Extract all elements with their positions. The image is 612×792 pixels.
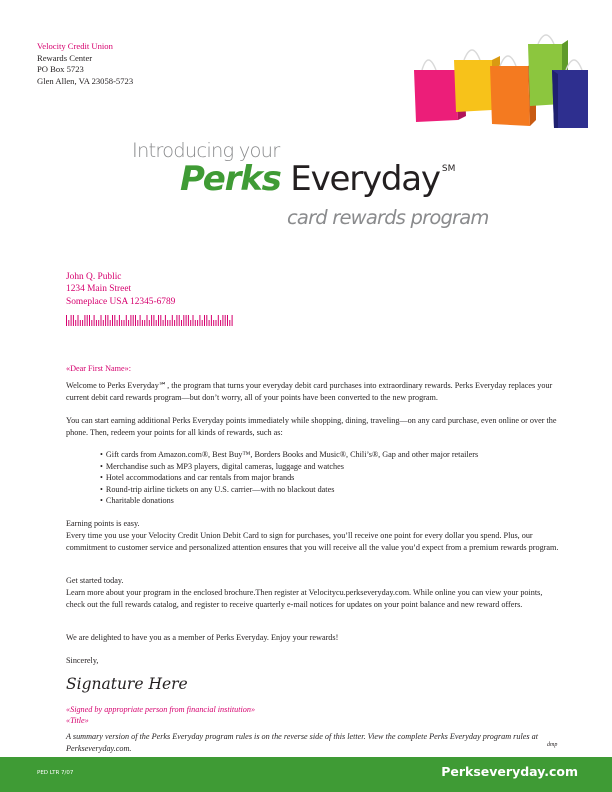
logo-perks: Perks: [180, 159, 281, 199]
recipient-address: [66, 271, 175, 308]
heading-easy: Earning points is easy.: [66, 519, 140, 528]
barcode-bar: [179, 315, 180, 326]
barcode-bar: [202, 320, 203, 326]
postal-barcode: [66, 315, 236, 326]
headline-subtitle: card rewards program: [287, 206, 489, 229]
paragraph-points: Every time you use your Velocity Credit Union Debit Card to sign for purchases, you’ll receive one point for every dollar you spend. Plus, our commitment to customer service and personalized attention ensures that you will receive all the value you’d expect from a premium rewards program.: [66, 531, 559, 552]
barcode-bar: [153, 315, 154, 326]
barcode-bar: [213, 320, 214, 326]
return-line-3: Glen Allen, VA 23058-5723: [37, 75, 134, 86]
footer-url: Perkseveryday.com: [441, 764, 578, 779]
recipient-name: John Q. Public: [66, 272, 122, 282]
paragraph-delighted: We are delighted to have you as a member of Perks Everyday. Enjoy your rewards!: [66, 633, 339, 642]
barcode-bar: [73, 315, 74, 326]
form-code: PED LTR 7/07: [37, 770, 74, 776]
salutation: «Dear First Name»:: [66, 364, 132, 373]
barcode-bar: [209, 320, 210, 326]
barcode-bar: [124, 320, 125, 326]
return-org: Velocity Credit Union: [37, 41, 113, 51]
return-address: [37, 41, 133, 87]
closing: Sincerely,: [66, 656, 99, 665]
recipient-city: Someplace USA 12345-6789: [66, 296, 176, 307]
paragraph-register: Learn more about your program in the enclosed brochure.Then register at Velocitycu.perkseveryday.com. While online you can view your points, check out the full rewards catalog, and register to receive quarterly e-mail notices for updates on your point balance and new reward offers.: [66, 588, 543, 609]
list-item: • Round-trip airline tickets on any U.S. carrier—with no blackout dates: [100, 484, 478, 496]
barcode-bar: [84, 315, 85, 326]
barcode-bar: [190, 320, 191, 326]
barcode-bar: [232, 315, 233, 326]
barcode-bar: [135, 315, 136, 326]
barcode-bar: [101, 315, 102, 326]
typist-initials: dmp: [547, 742, 558, 748]
service-mark: SM: [441, 164, 456, 174]
barcode-bar: [170, 320, 171, 326]
barcode-bar: [188, 315, 189, 326]
paragraph-welcome: Welcome to Perks Everyday℠, the program that turns your everyday debit card purchases into extraordinary rewards. Perks Everyday replaces your current debit card rewards program—but don’t worry, all of your points have been converted to the new program.: [66, 381, 553, 402]
barcode-bar: [211, 315, 212, 326]
barcode-bar: [186, 315, 187, 326]
barcode-bar: [220, 320, 221, 326]
rewards-list: [100, 449, 478, 507]
barcode-bar: [75, 320, 76, 326]
barcode-bar: [114, 315, 115, 326]
program-logo: [180, 159, 456, 208]
recipient-street: 1234 Main Street: [66, 284, 132, 295]
barcode-bar: [199, 315, 200, 326]
title-placeholder: «Title»: [66, 716, 89, 725]
barcode-bar: [149, 320, 150, 326]
barcode-bar: [98, 320, 99, 326]
barcode-bar: [183, 315, 184, 326]
barcode-bar: [94, 315, 95, 326]
barcode-bar: [117, 320, 118, 326]
barcode-bar: [206, 315, 207, 326]
barcode-bar: [158, 315, 159, 326]
barcode-bar: [176, 315, 177, 326]
barcode-bar: [156, 320, 157, 326]
barcode-bar: [66, 315, 67, 326]
barcode-bar: [174, 320, 175, 326]
barcode-bar: [147, 315, 148, 326]
barcode-bar: [119, 315, 120, 326]
barcode-bar: [225, 315, 226, 326]
barcode-bar: [68, 320, 69, 326]
list-item: • Gift cards from Amazon.com®, Best Buy™, Borders Books and Music®, Chili’s®, Gap and other major retailers: [100, 449, 478, 461]
barcode-bar: [137, 320, 138, 326]
barcode-bar: [167, 320, 168, 326]
barcode-bar: [181, 320, 182, 326]
barcode-bar: [110, 320, 111, 326]
barcode-bar: [126, 315, 127, 326]
barcode-bar: [165, 315, 166, 326]
list-item: • Hotel accommodations and car rentals from major brands: [100, 472, 478, 484]
barcode-bar: [107, 315, 108, 326]
barcode-bar: [204, 315, 205, 326]
barcode-bar: [80, 320, 81, 326]
signature: Signature Here: [66, 675, 188, 693]
barcode-bar: [121, 320, 122, 326]
rules-summary: A summary version of the Perks Everyday program rules is on the reverse side of this letter. View the complete Perks Everyday program rules at Perkseveryday.com.: [66, 732, 538, 753]
barcode-bar: [216, 320, 217, 326]
barcode-bar: [163, 320, 164, 326]
heading-get-started: Get started today.: [66, 576, 124, 585]
bag-blue: [552, 60, 588, 128]
barcode-bar: [112, 315, 113, 326]
barcode-bar: [142, 320, 143, 326]
barcode-bar: [87, 315, 88, 326]
barcode-bar: [193, 315, 194, 326]
barcode-bar: [130, 315, 131, 326]
return-line-1: Rewards Center: [37, 52, 93, 63]
barcode-bar: [128, 320, 129, 326]
barcode-bar: [89, 315, 90, 326]
list-item: • Charitable donations: [100, 495, 478, 507]
barcode-bar: [82, 320, 83, 326]
barcode-bar: [195, 320, 196, 326]
barcode-bar: [222, 315, 223, 326]
barcode-bar: [151, 315, 152, 326]
barcode-bar: [133, 315, 134, 326]
headline-intro: Introducing your: [132, 139, 280, 162]
barcode-bar: [71, 315, 72, 326]
barcode-bar: [229, 320, 230, 326]
barcode-bar: [96, 320, 97, 326]
barcode-bar: [78, 315, 79, 326]
logo-everyday: Everyday: [290, 159, 440, 199]
barcode-bar: [227, 315, 228, 326]
return-line-2: PO Box 5723: [37, 64, 84, 74]
barcode-bar: [140, 315, 141, 326]
barcode-bar: [105, 315, 106, 326]
barcode-bar: [91, 320, 92, 326]
barcode-bar: [144, 320, 145, 326]
barcode-bar: [197, 320, 198, 326]
barcode-bar: [160, 315, 161, 326]
shopping-bags-image: [412, 30, 592, 130]
barcode-bar: [218, 315, 219, 326]
signer-placeholder: «Signed by appropriate person from financial institution»: [66, 705, 256, 714]
barcode-bar: [103, 320, 104, 326]
paragraph-earning: You can start earning additional Perks Everyday points immediately while shopping, dining, traveling—on any card purchase, even online or over the phone. Then, redeem your points for all kinds of rewards, such as:: [66, 416, 557, 437]
list-item: • Merchandise such as MP3 players, digital cameras, luggage and watches: [100, 461, 478, 473]
barcode-bar: [172, 315, 173, 326]
